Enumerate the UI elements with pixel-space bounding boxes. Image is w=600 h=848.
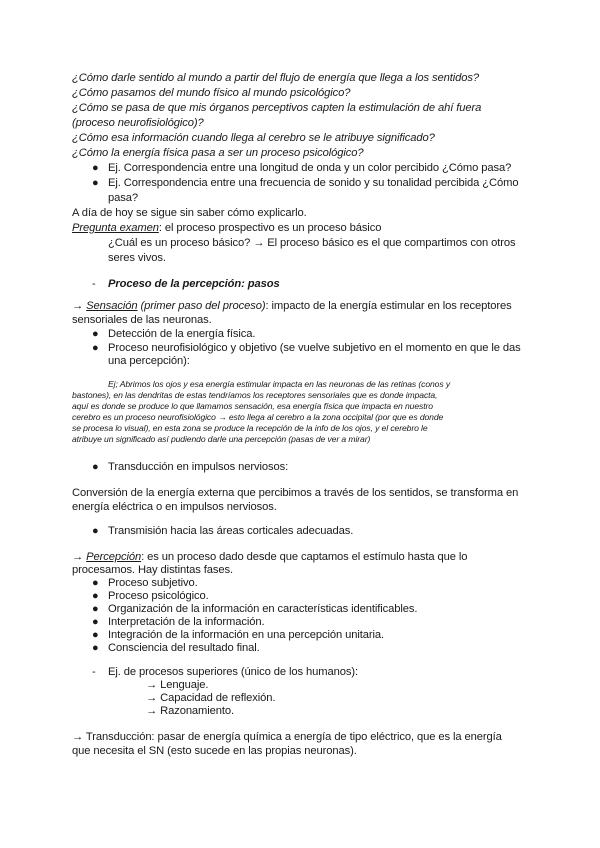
bullet-icon: ● xyxy=(92,629,99,641)
question-1: ¿Cómo darle sentido al mundo a partir del flujo de energía que llega a los sentidos? xyxy=(72,72,480,84)
percepcion-heading xyxy=(72,551,467,564)
superior-intro: Ej. de procesos superiores (único de los humanos): xyxy=(108,666,358,678)
sensacion-text-2: sensoriales de las neuronas. xyxy=(72,314,212,326)
sensacion-heading xyxy=(72,300,512,313)
arrow-icon: → xyxy=(72,551,87,563)
bullet-icon: ● xyxy=(92,342,99,354)
sensacion-example-6: atribuye un significado así pudiendo darle una percepción (pasas de ver a mirar) xyxy=(72,434,371,444)
bullet-icon: ● xyxy=(92,177,99,189)
exam-answer-2: seres vivos. xyxy=(108,252,166,264)
section-title: Proceso de la percepción: pasos xyxy=(108,278,280,290)
question-4: ¿Cómo esa información cuando llega al cerebro se le atribuye significado? xyxy=(72,132,435,144)
bullet-icon: ● xyxy=(92,616,99,628)
sensacion-example-5: se procesa lo visual), en esta zona se produce la recepción de la info de los ojos, y el cerebro le xyxy=(72,423,428,433)
bullet-icon: ● xyxy=(92,603,99,615)
dash-icon: - xyxy=(92,666,96,678)
transmission-bullet: Transmisión hacia las áreas corticales adecuadas. xyxy=(108,525,354,537)
sensacion-bullet-2: Proceso neurofisiológico y objetivo (se vuelve subjetivo en el momento en que le das xyxy=(108,342,521,354)
superior-item-3: → Razonamiento. xyxy=(146,705,235,717)
question-3: ¿Cómo se pasa de que mis órganos perceptivos capten la estimulación de ahí fuera xyxy=(72,102,482,114)
transduccion-1: → Transducción: pasar de energía química a energía de tipo eléctrico, que es la energía xyxy=(72,731,502,743)
percepcion-bullet-1: Proceso subjetivo. xyxy=(108,577,198,589)
arrow-icon: → xyxy=(72,300,87,312)
sensacion-paren: (primer paso del proceso) xyxy=(137,300,266,312)
sensacion-text: : impacto de la energía estimular en los receptores xyxy=(265,300,512,312)
example-2-cont: pasa? xyxy=(108,192,138,204)
question-3-cont: (proceso neurofisiológico)? xyxy=(72,117,204,129)
conversion-1: Conversión de la energía externa que percibimos a través de los sentidos, se transforma en xyxy=(72,487,519,499)
bullet-icon: ● xyxy=(92,328,99,340)
percepcion-term: Percepción xyxy=(86,551,142,563)
transduccion-2: que necesita el SN (esto sucede en las propias neuronas). xyxy=(72,745,357,757)
exam-answer-1: ¿Cuál es un proceso básico? → El proceso básico es el que compartimos con otros xyxy=(108,237,516,249)
unknown-line: A día de hoy se sigue sin saber cómo explicarlo. xyxy=(72,207,307,219)
percepcion-bullet-5: Integración de la información en una percepción unitaria. xyxy=(108,629,385,641)
percepcion-bullet-2: Proceso psicológico. xyxy=(108,590,209,602)
example-2: Ej. Correspondencia entre una frecuencia de sonido y su tonalidad percibida ¿Cómo xyxy=(108,177,519,189)
sensacion-term: Sensación xyxy=(86,300,138,312)
exam-text: : el proceso prospectivo es un proceso básico xyxy=(158,222,382,234)
percepcion-text: : es un proceso dado desde que captamos el estímulo hasta que lo xyxy=(141,551,468,563)
percepcion-bullet-6: Consciencia del resultado final. xyxy=(108,642,260,654)
transduction-bullet: Transducción en impulsos nerviosos: xyxy=(108,461,289,473)
superior-item-1: → Lenguaje. xyxy=(146,679,209,691)
conversion-2: energía eléctrica o en impulsos nerviosos. xyxy=(72,501,277,513)
sensacion-bullet-2-cont: una percepción): xyxy=(108,355,190,367)
bullet-icon: ● xyxy=(92,642,99,654)
percepcion-bullet-3: Organización de la información en características identificables. xyxy=(108,603,418,615)
exam-label: Pregunta examen xyxy=(72,222,159,234)
question-2: ¿Cómo pasamos del mundo físico al mundo psicológico? xyxy=(72,87,351,99)
example-1: Ej. Correspondencia entre una longitud de onda y un color percibido ¿Cómo pasa? xyxy=(108,162,512,174)
percepcion-bullet-4: Interpretación de la información. xyxy=(108,616,265,628)
exam-question xyxy=(72,222,381,235)
dash-icon: - xyxy=(92,278,96,290)
sensacion-example-3: aquí es donde se produce lo que llamamos sensación, esa energía física que impacta en nuestro xyxy=(72,401,433,411)
bullet-icon: ● xyxy=(92,525,99,537)
question-5: ¿Cómo la energía física pasa a ser un proceso psicológico? xyxy=(72,147,364,159)
sensacion-example-1: Ej; Abrimos los ojos y esa energía estimular impacta en las neuronas de las retinas (conos y xyxy=(108,379,451,389)
bullet-icon: ● xyxy=(92,590,99,602)
superior-item-2: → Capacidad de reflexión. xyxy=(146,692,276,704)
sensacion-example-4: cerebro es un proceso neurofisiológico → esto llega al cerebro a la zona occipital (por que es donde xyxy=(72,412,444,422)
bullet-icon: ● xyxy=(92,461,99,473)
bullet-icon: ● xyxy=(92,577,99,589)
sensacion-bullet-1: Detección de la energía física. xyxy=(108,328,256,340)
percepcion-text-2: procesamos. Hay distintas fases. xyxy=(72,564,233,576)
sensacion-example-2: bastones), en las dendritas de estas tendríamos los receptores sensoriales que es donde impacta, xyxy=(72,390,438,400)
bullet-icon: ● xyxy=(92,162,99,174)
